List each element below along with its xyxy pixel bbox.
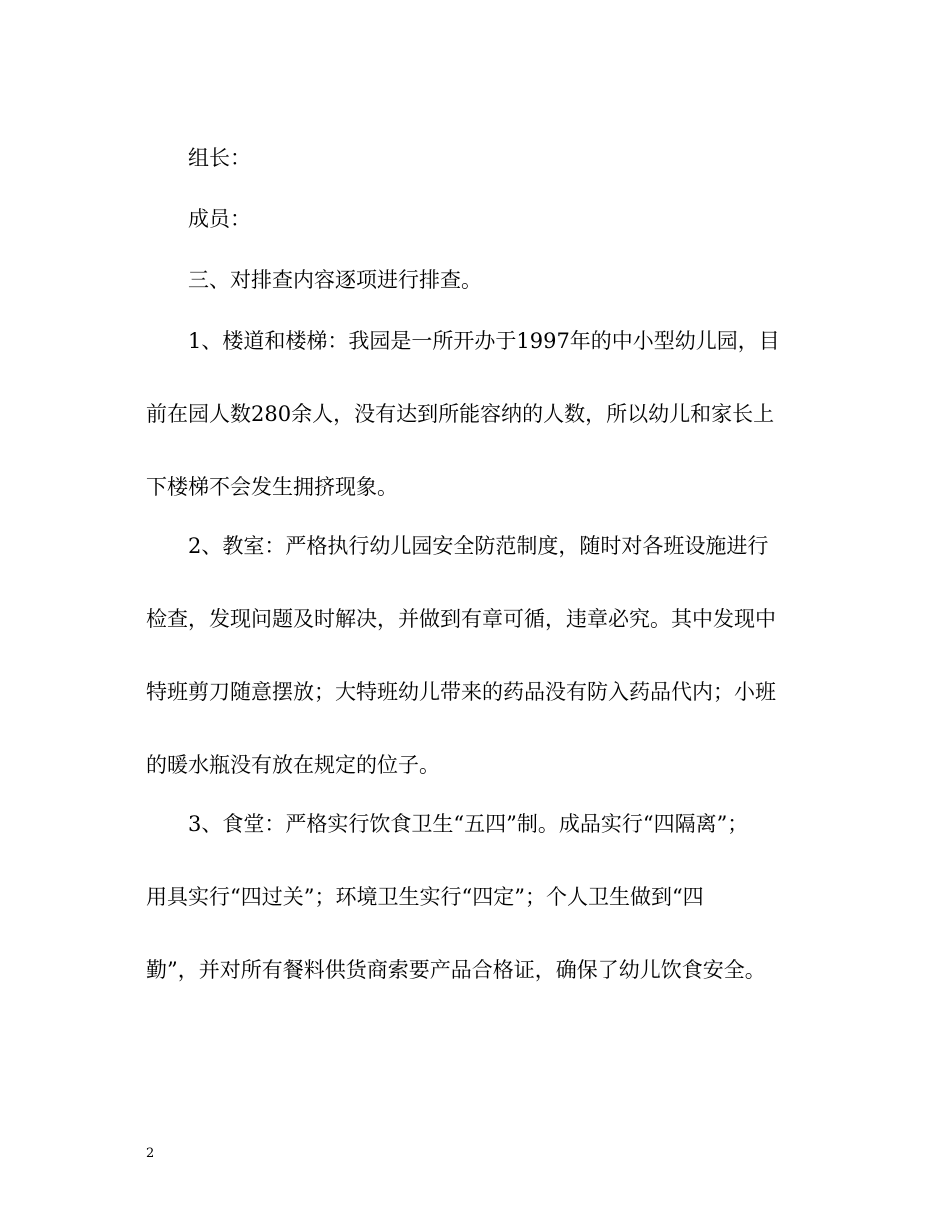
page-number: 2 xyxy=(146,1146,155,1161)
paragraph-2-line-1: 2、教室：严格执行幼儿园安全防范制度，随时对各班设施进行 xyxy=(188,534,769,558)
paragraph-2-line-4: 的暖水瓶没有放在规定的位子。 xyxy=(146,753,440,777)
paragraph-1-line-1: 1、楼道和楼梯：我园是一所开办于1997年的中小型幼儿园，目 xyxy=(188,329,780,353)
paragraph-1-line-2: 前在园人数280余人，没有达到所能容纳的人数，所以幼儿和家长上 xyxy=(146,402,775,426)
text-line-leader: 组长： xyxy=(188,146,251,170)
paragraph-3-line-2: 用具实行“四过关”；环境卫生实行“四定”；个人卫生做到“四 xyxy=(146,885,704,909)
paragraph-3-line-1: 3、食堂：严格实行饮食卫生“五四”制。成品实行“四隔离”； xyxy=(188,812,749,836)
section-heading: 三、对排查内容逐项进行排查。 xyxy=(188,268,482,292)
text-line-members: 成员： xyxy=(188,207,251,231)
paragraph-2-line-2: 检查，发现问题及时解决，并做到有章可循，违章必究。其中发现中 xyxy=(146,607,776,631)
paragraph-3-line-3: 勤”，并对所有餐料供货商索要产品合格证，确保了幼儿饮食安全。 xyxy=(146,958,766,982)
paragraph-2-line-3: 特班剪刀随意摆放；大特班幼儿带来的药品没有防入药品代内；小班 xyxy=(146,680,776,704)
paragraph-1-line-3: 下楼梯不会发生拥挤现象。 xyxy=(146,475,398,499)
